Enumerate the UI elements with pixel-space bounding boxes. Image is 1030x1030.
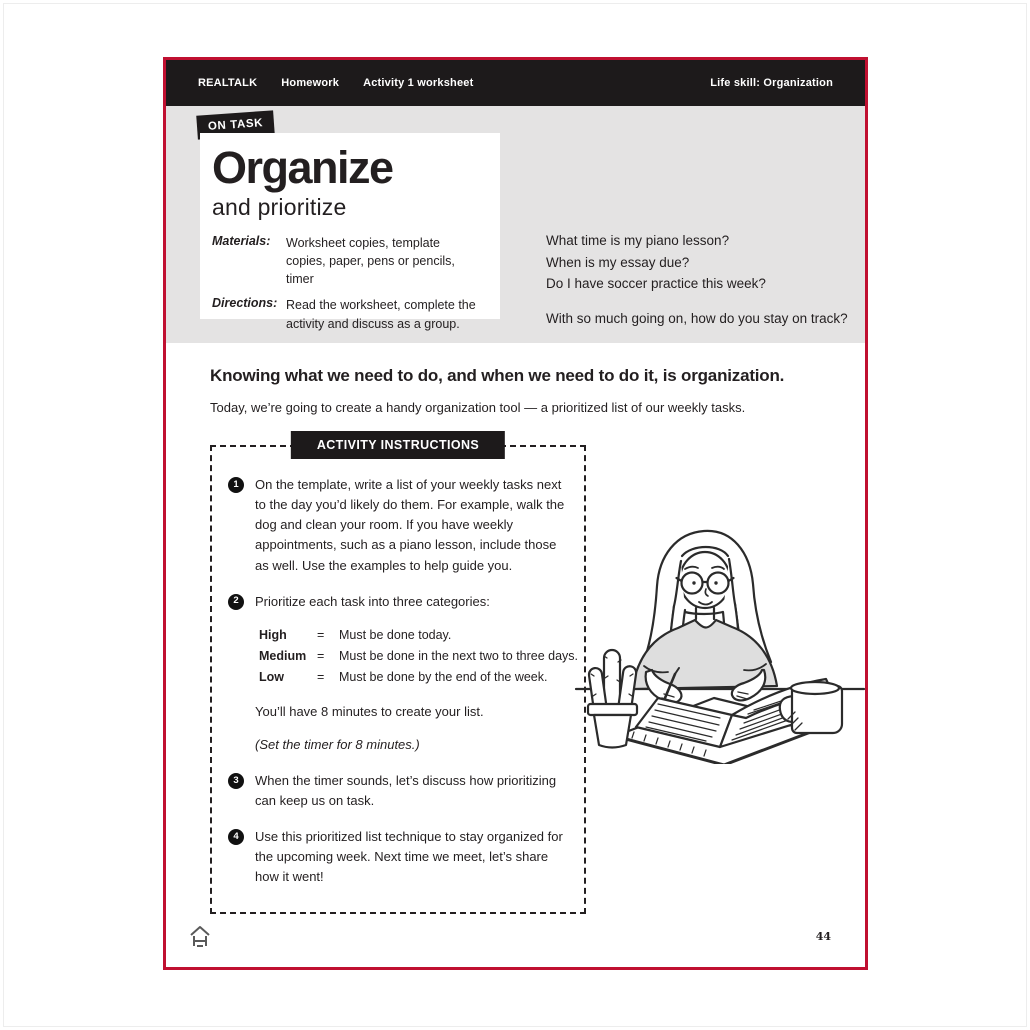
activity-instructions-box [210, 438, 586, 914]
activity-box [210, 445, 586, 914]
materials-value: Worksheet copies, template copies, paper, pens or pencils, timer [286, 236, 455, 287]
life-skill-label: Life skill: Organization [710, 77, 833, 89]
step-text: On the template, write a list of your weekly tasks next to the day you’d likely do them. For example, walk the dog and clean your room. If you have weekly appointments, such as a piano lesson, include those as well. Use the examples to help guide you. [255, 477, 565, 573]
nav-activity-worksheet: Activity 1 worksheet [363, 77, 474, 89]
house-icon [188, 925, 212, 949]
step-1 [228, 475, 568, 576]
time-note: You’ll have 8 minutes to create your list. [255, 703, 484, 719]
question-line: When is my essay due? [546, 254, 690, 270]
step-text: Prioritize each task into three categories: [255, 593, 490, 609]
step-number-badge: 4 [228, 829, 244, 845]
intro-paragraph: Today, we’re going to create a handy organization tool — a prioritized list of our weekly tasks. [210, 400, 746, 415]
step-2 [228, 592, 579, 755]
page-number: 44 [815, 930, 831, 943]
directions-row [212, 296, 482, 332]
brand-label: REALTALK [198, 77, 258, 89]
question-line: Do I have soccer practice this week? [546, 276, 766, 292]
step-3 [228, 771, 568, 811]
hero-card [200, 133, 500, 331]
priority-row-high: High = Must be done today. [259, 627, 452, 642]
page-title: Organize [212, 142, 393, 193]
step-text: When the timer sounds, let’s discuss how prioritizing can keep us on task. [255, 772, 557, 809]
step-number-badge: 2 [228, 594, 244, 610]
step-number-badge: 3 [228, 773, 244, 789]
question-line: What time is my piano lesson? [546, 233, 730, 248]
step-number-badge: 1 [228, 477, 244, 493]
priority-row-low: Low = Must be done by the end of the week. [259, 670, 548, 685]
section-heading: Knowing what we need to do, and when we need to do it, is organization. [210, 366, 785, 385]
priority-row-medium: Medium = Must be done in the next two to three days. [259, 649, 579, 664]
question-prompt: With so much going on, how do you stay on track? [546, 310, 848, 326]
materials-label: Materials: [212, 234, 271, 248]
step-4 [228, 827, 568, 887]
worksheet-page [163, 57, 868, 970]
priority-table [259, 625, 578, 689]
timer-note: (Set the timer for 8 minutes.) [255, 736, 420, 752]
nav-homework: Homework [281, 77, 340, 89]
example-questions [546, 230, 848, 329]
directions-label: Directions: [212, 296, 278, 311]
hero-section [166, 106, 865, 343]
top-header-bar [166, 60, 865, 106]
directions-value: Read the worksheet, complete the activity and discuss as a group. [286, 298, 476, 331]
materials-row [212, 234, 482, 288]
step-text: Use this prioritized list technique to stay organized for the upcoming week. Next time we meet, let’s share how it went! [255, 829, 563, 885]
girl-writing-illustration [574, 526, 866, 764]
on-task-badge: ON TASK [196, 110, 275, 139]
page-subtitle: and prioritize [212, 194, 347, 220]
activity-instructions-badge: ACTIVITY INSTRUCTIONS [291, 431, 505, 459]
